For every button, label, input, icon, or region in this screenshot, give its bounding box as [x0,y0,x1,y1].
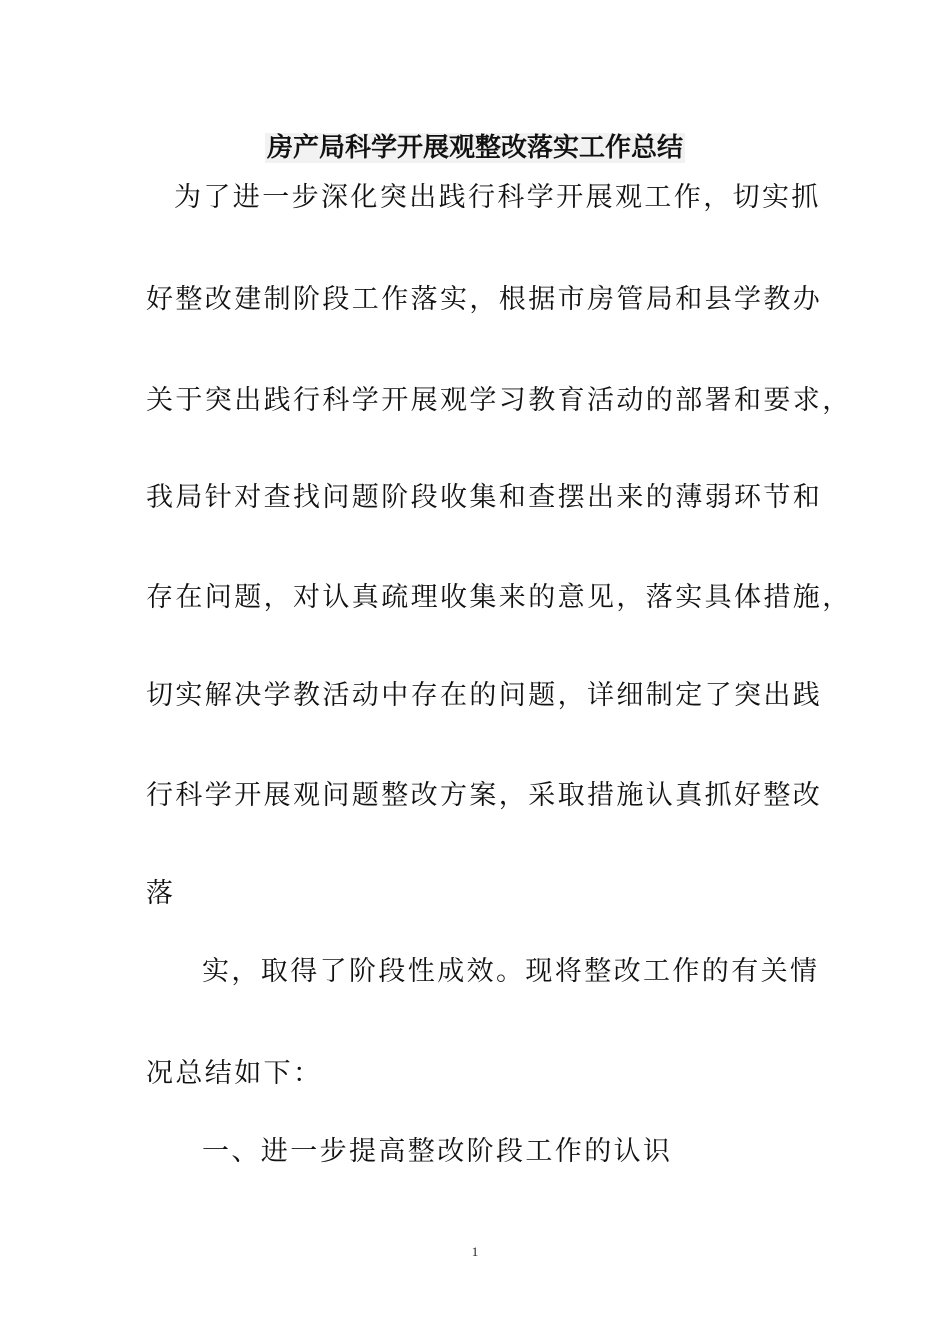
document-title [0,128,950,168]
paragraph-line: 好整改建制阶段工作落实，根据市房管局和县学教办 [146,284,823,315]
paragraph-line: 关于突出践行科学开展观学习教育活动的部署和要求， [146,385,852,416]
document-title-text: 房产局科学开展观整改落实工作总结 [266,133,683,163]
paragraph-line: 为了进一步深化突出践行科学开展观工作，切实抓 [174,182,821,213]
paragraph-line: 行科学开展观问题整改方案，采取措施认真抓好整改 [146,780,823,811]
paragraph-line: 我局针对查找问题阶段收集和查摆出来的薄弱环节和 [146,482,823,513]
section-heading: 一、进一步提高整改阶段工作的认识 [202,1136,673,1167]
page-number: 1 [471,1244,479,1259]
paragraph-line: 落 [146,878,176,909]
paragraph-line: 实，取得了阶段性成效。现将整改工作的有关情 [202,956,820,987]
paragraph-line: 存在问题，对认真疏理收集来的意见，落实具体措施， [146,582,852,613]
paragraph-line: 切实解决学教活动中存在的问题，详细制定了突出践 [146,680,823,711]
paragraph-line: 况总结如下： [146,1058,323,1089]
